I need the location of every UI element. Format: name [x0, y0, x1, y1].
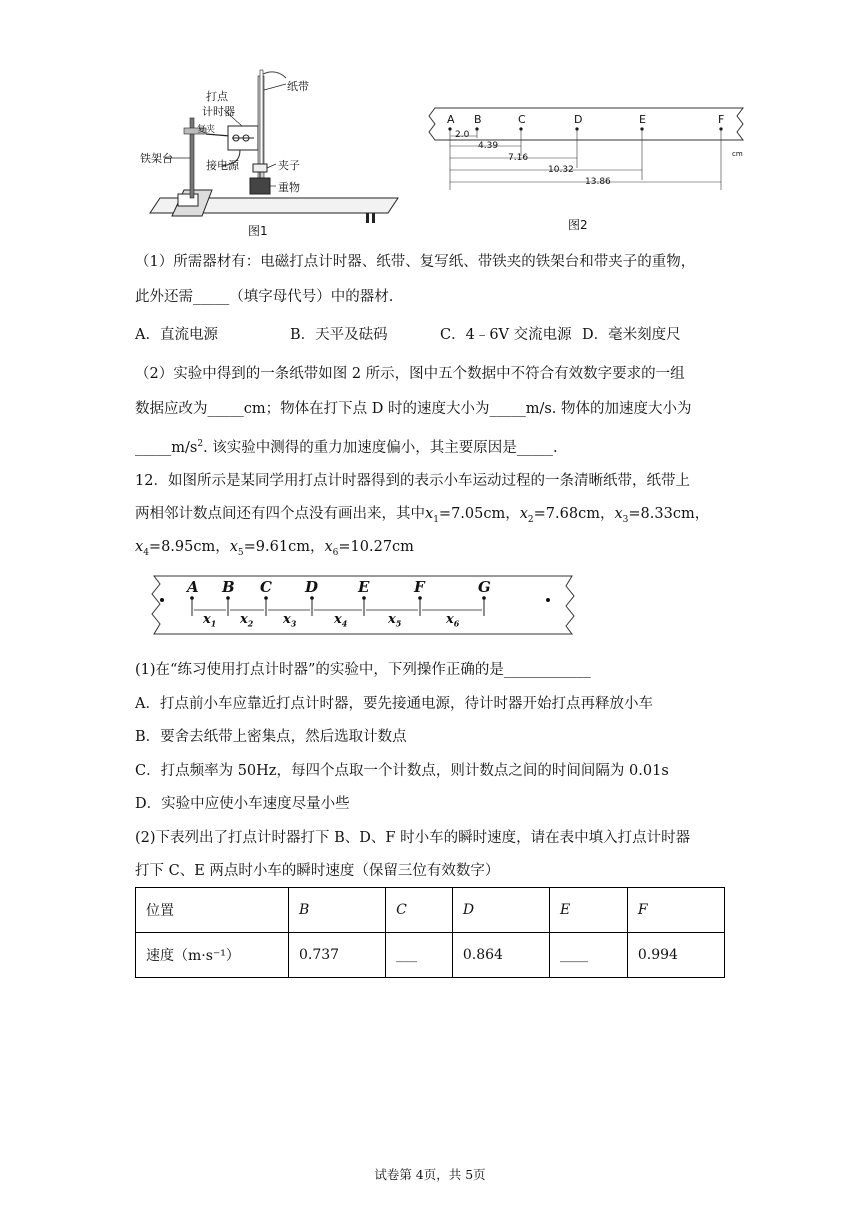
- fig1-label-tape: 纸带: [287, 80, 309, 93]
- fig1-label-timer-b: 计时器: [202, 105, 235, 118]
- q12-line2: [135, 504, 709, 530]
- table-row: [136, 933, 725, 978]
- q11-part2-line3: [135, 434, 558, 458]
- fig1-label-stand: 铁架台: [140, 152, 173, 165]
- table-cell-b: 0.737: [289, 933, 386, 978]
- table-cell-e[interactable]: ____: [549, 933, 627, 978]
- q12-x1-var: x: [425, 506, 434, 522]
- table-header-e: E: [549, 888, 627, 933]
- fig2-distance-ab: 2.0: [455, 130, 470, 140]
- q12-seg1-var: x: [203, 612, 211, 627]
- q12-x5-val: =9.61cm，: [243, 539, 325, 555]
- q12-x3-var: x: [614, 506, 623, 522]
- q11-options: [135, 325, 681, 345]
- table-header-row: [136, 888, 725, 933]
- q12-sub1-option-b: B．要舍去纸带上密集点，然后选取计数点: [135, 729, 407, 745]
- fig1-label-weight: 重物: [278, 181, 300, 194]
- q11-part2-line2: 数据应改为_____cm；物体在打下点 D 时的速度大小为_____m/s. 物体的加速度大小为: [135, 401, 692, 417]
- q12-seg2-var: x: [240, 612, 248, 627]
- q12-x1-sub: 1: [433, 514, 439, 525]
- q12-x2-sub: 2: [527, 514, 534, 525]
- q12-x2-var: x: [519, 506, 528, 522]
- q11-part2-line1: （2）实验中得到的一条纸带如图 2 所示，图中五个数据中不符合有效数字要求的一组: [135, 366, 685, 382]
- page-footer: 试卷第 4页，共 5页: [374, 1167, 486, 1182]
- q12-x5-sub: 5: [237, 547, 244, 558]
- table-header-d: D: [452, 888, 549, 933]
- q12-tape-seg-x6: [446, 612, 459, 629]
- q12-seg3-sub: 3: [290, 618, 297, 629]
- q12-x4-sub: 4: [143, 547, 149, 558]
- velocity-table: [135, 887, 725, 978]
- q12-sub1-prompt: (1)在“练习使用打点计时器”的实验中，下列操作正确的是____________: [135, 662, 591, 678]
- q12-sub1-option-a: A．打点前小车应靠近打点计时器，要先接通电源，待计时器开始打点再释放小车: [135, 696, 653, 712]
- q12-tape-point-e: E: [358, 578, 370, 596]
- q11-part2-line3-sup: 2: [197, 439, 204, 449]
- figure-1-apparatus: [140, 68, 400, 240]
- fig1-label-clip: 夹子: [278, 159, 300, 172]
- fig1-label-clamp-holder: 复夹: [197, 125, 216, 135]
- q12-tape-point-b: B: [222, 578, 235, 596]
- q11-option-b: B．天平及砝码: [290, 327, 388, 343]
- fig1-label-power: 接电源: [206, 159, 239, 172]
- fig2-point-d: D: [574, 113, 583, 126]
- fig2-point-a: A: [447, 113, 455, 126]
- q11-option-d: D．毫米刻度尺: [582, 327, 681, 343]
- table-cell-d: 0.864: [452, 933, 549, 978]
- table-header-position: 位置: [136, 888, 289, 933]
- fig2-caption: 图2: [568, 218, 588, 232]
- q11-option-c: C．4﹣6V 交流电源: [440, 327, 572, 343]
- q11-part1-line2: 此外还需_____（填字母代号）中的器材.: [135, 289, 394, 305]
- fig2-point-f: F: [718, 113, 725, 126]
- q12-tape-point-f: F: [414, 578, 425, 596]
- q12-sub2-line1: (2)下表列出了打点计时器打下 B、D、F 时小车的瞬时速度，请在表中填入打点计时器: [135, 830, 691, 846]
- q12-tape-point-g: G: [478, 578, 491, 596]
- fig2-distance-ad: 7.16: [508, 153, 529, 163]
- fig2-distance-ae: 10.32: [548, 165, 574, 175]
- q12-seg3-var: x: [283, 612, 291, 627]
- fig2-unit: cm: [732, 150, 743, 158]
- q12-x6-val: =10.27cm: [338, 539, 414, 555]
- q12-x5-var: x: [229, 539, 238, 555]
- fig2-point-e: E: [639, 113, 646, 126]
- q12-seg6-var: x: [446, 612, 454, 627]
- q11-option-a: A．直流电源: [135, 327, 218, 343]
- q12-tape-seg-x2: [240, 612, 253, 629]
- q12-seg2-sub: 2: [247, 618, 254, 629]
- q11-part2-line3-a: _____m/s: [135, 439, 198, 456]
- table-cell-f: 0.994: [627, 933, 724, 978]
- q12-x6-sub: 6: [332, 547, 339, 558]
- q12-tape-seg-x4: [334, 612, 347, 629]
- q12-line1: 12．如图所示是某同学用打点计时器得到的表示小车运动过程的一条清晰纸带，纸带上: [135, 473, 690, 489]
- q12-seg6-sub: 6: [453, 618, 460, 629]
- q12-tape-seg-x5: [388, 612, 401, 629]
- q12-seg5-sub: 5: [395, 618, 402, 629]
- q12-x6-var: x: [324, 539, 333, 555]
- q12-x4-val: =8.95cm，: [148, 539, 230, 555]
- q12-x4-var: x: [135, 539, 144, 555]
- table-cell-c[interactable]: ___: [386, 933, 453, 978]
- fig2-point-b: B: [474, 113, 482, 126]
- q12-sub1-option-d: D．实验中应使小车速度尽量小些: [135, 796, 350, 812]
- fig1-label-timer-a: 打点: [206, 90, 228, 103]
- q12-line2-text: 两相邻计数点间还有四个点没有画出来，其中: [135, 506, 425, 522]
- q12-tape-point-a: A: [187, 578, 199, 596]
- table-header-c: C: [386, 888, 453, 933]
- q12-tape-seg-x3: [283, 612, 296, 629]
- q12-seg5-var: x: [388, 612, 396, 627]
- q11-part1-line1: （1）所需器材有：电磁打点计时器、纸带、复写纸、带铁夹的铁架台和带夹子的重物，: [135, 254, 696, 270]
- q12-x3-val: =8.33cm，: [628, 506, 710, 522]
- q12-seg4-var: x: [334, 612, 342, 627]
- q12-tape-point-d: D: [305, 578, 319, 596]
- q11-part2-line3-b: . 该实验中测得的重力加速度偏小，其主要原因是_____.: [203, 439, 558, 456]
- fig2-point-c: C: [518, 113, 526, 126]
- q12-x2-val: =7.68cm，: [533, 506, 615, 522]
- q12-line3: [135, 537, 414, 563]
- fig1-caption: 图1: [248, 224, 268, 238]
- q12-seg1-sub: 1: [210, 618, 217, 629]
- q12-x1-val: =7.05cm，: [438, 506, 520, 522]
- table-header-f: F: [627, 888, 724, 933]
- q12-sub1-option-c: C．打点频率为 50Hz，每四个点取一个计数点，则计数点之间的时间间隔为 0.01s: [135, 763, 669, 779]
- table-header-b: B: [289, 888, 386, 933]
- q12-x3-sub: 3: [622, 514, 629, 525]
- fig2-distance-ac: 4.39: [478, 141, 499, 151]
- q12-seg4-sub: 4: [341, 618, 348, 629]
- q12-tape-seg-x1: [203, 612, 216, 629]
- fig2-distance-af: 13.86: [585, 177, 611, 187]
- q12-sub2-line2: 打下 C、E 两点时小车的瞬时速度（保留三位有效数字）: [135, 863, 500, 879]
- table-row-label: 速度（m·s⁻¹）: [136, 933, 289, 978]
- q12-tape-point-c: C: [260, 578, 272, 596]
